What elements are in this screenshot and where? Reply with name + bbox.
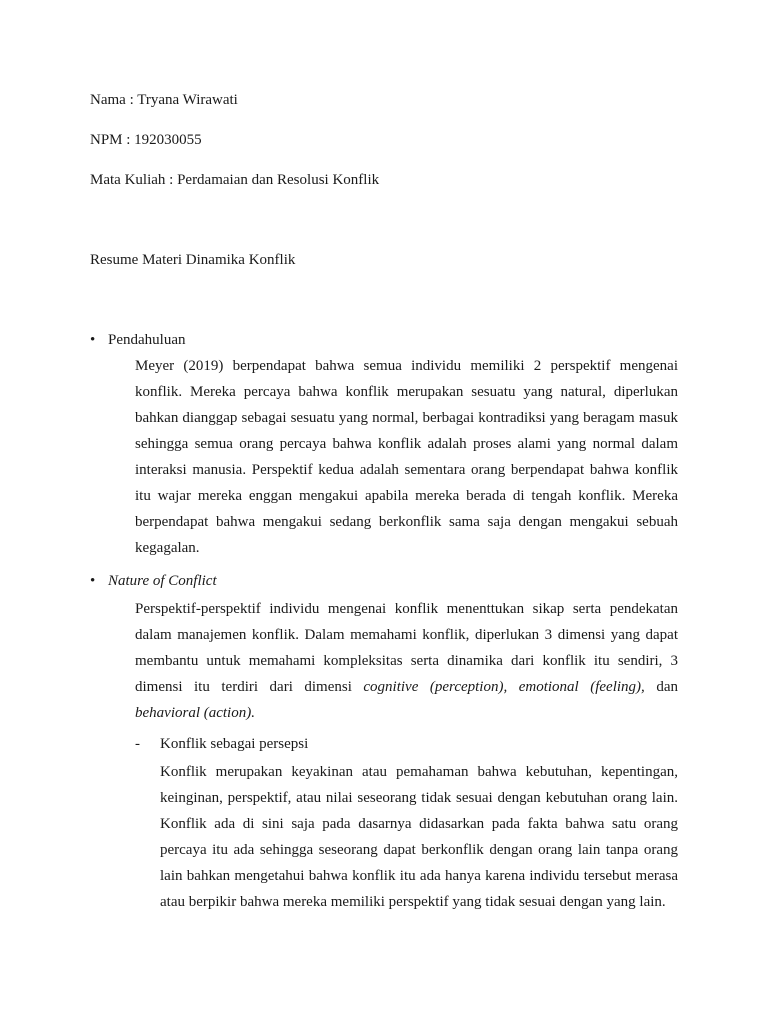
paragraph-line-italic: behavioral (action). [135,705,255,721]
paragraph-line: atau berpikir bahwa mereka memiliki perspektif yang tidak sesuai dengan yang lain. [160,894,666,910]
dash-marker: - [135,736,140,752]
paragraph-line: membantu untuk memahami kompleksitas serta dinamika dari konflik itu sendiri, 3 [135,653,678,669]
paragraph-line-mixed [135,677,678,697]
student-npm: NPM : 192030055 [90,132,202,148]
paragraph-line: Konflik ada di sini saja pada dasarnya didasarkan pada fakta bahwa satu orang [160,816,678,832]
paragraph-line: kegagalan. [135,540,200,556]
paragraph-line: berpendapat bahwa mengakui sedang berkonflik sama saja dengan mengakui sebuah [135,514,678,530]
paragraph-line: dalam manajemen konflik. Dalam memahami konflik, diperlukan 3 dimensi yang dapat [135,627,678,643]
paragraph-line: Meyer (2019) berpendapat bahwa semua individu memiliki 2 perspektif mengenai [135,358,678,374]
bullet-icon: • [90,573,96,589]
paragraph-line: bahkan dianggap sebagai sesuatu yang normal, berbagai kontradiksi yang beragam masuk [135,410,678,426]
bullet-icon: • [90,332,96,348]
paragraph-line: interaksi manusia. Perspektif kedua adalah sementara orang berpendapat bahwa konflik [135,462,678,478]
section-heading-pendahuluan: Pendahuluan [108,332,186,348]
paragraph-line: keinginan, perspektif, atau nilai seseorang tidak sesuai dengan kebutuhan orang lain. [160,790,678,806]
line-text: dan [644,679,678,695]
course-name: Mata Kuliah : Perdamaian dan Resolusi Konflik [90,172,380,188]
student-name: Nama : Tryana Wirawati [90,92,238,108]
paragraph-line: Perspektif-perspektif individu mengenai konflik menenttukan sikap serta pendekatan [135,601,678,617]
paragraph-line: sehingga semua orang percaya bahwa konflik adalah proses alami yang normal dalam [135,436,678,452]
dimensions-italic: cognitive (perception), emotional (feeling), [363,679,645,695]
paragraph-line: Konflik merupakan keyakinan atau pemahaman bahwa kebutuhan, kepentingan, [160,764,678,780]
subsection-heading: Konflik sebagai persepsi [160,736,309,752]
line-text: dimensi itu terdiri dari dimensi [135,679,364,695]
paragraph-line: itu wajar mereka enggan mengakui apabila mereka berada di tengah konflik. Mereka [135,488,678,504]
section-heading-nature-of-conflict: Nature of Conflict [108,573,217,589]
paragraph-line: konflik. Mereka percaya bahwa konflik merupakan sesuatu yang natural, diperlukan [135,384,678,400]
document-title: Resume Materi Dinamika Konflik [90,252,296,268]
paragraph-line: percaya itu ada sehingga seseorang dapat berkonflik dengan orang lain tanpa orang [160,842,678,858]
paragraph-line: lain bahkan mengetahui bahwa konflik itu ada hanya karena individu tersebut merasa [160,868,678,884]
